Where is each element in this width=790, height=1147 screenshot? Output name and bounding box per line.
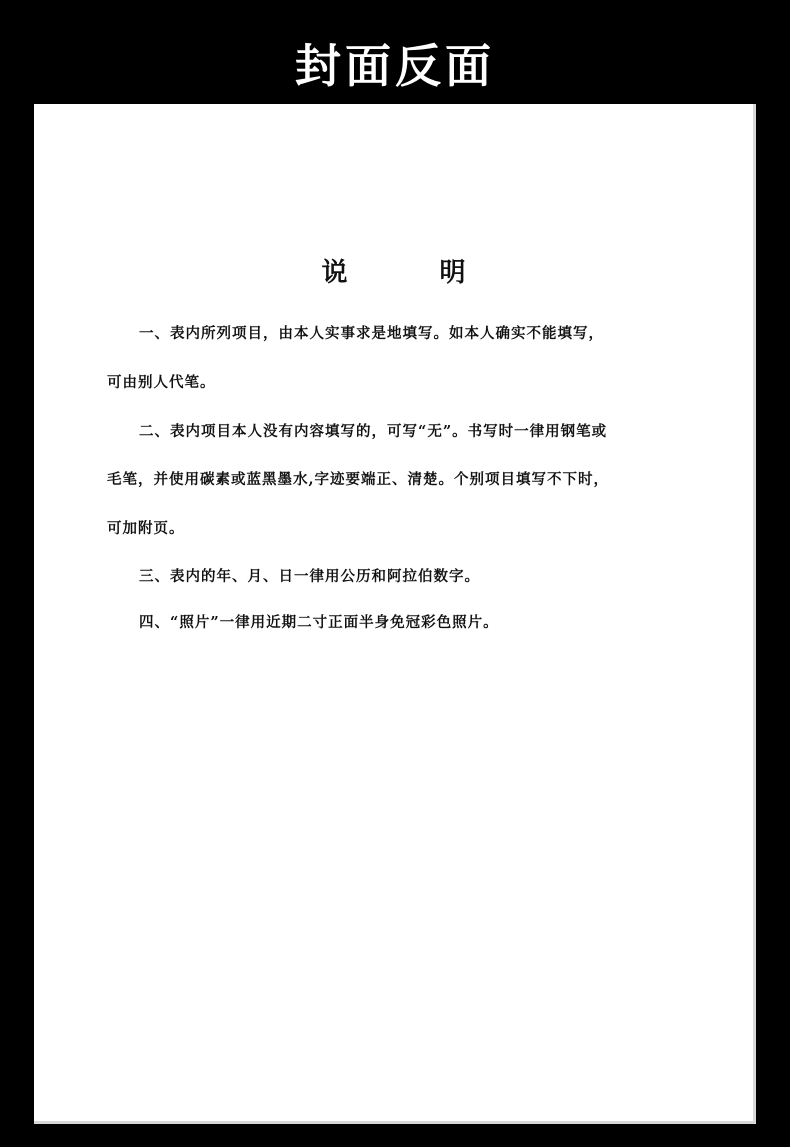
instruction-line-1: 一、表内所列项目，由本人实事求是地填写。如本人确实不能填写， [139, 325, 604, 342]
document-title-right: 明 [439, 258, 466, 288]
page-heading: 封面反面 [295, 39, 495, 93]
instruction-line-4: 毛笔，并使用碳素或蓝黑墨水,字迹要端正、清楚。个别项目填写不下时， [107, 471, 610, 488]
instruction-line-5: 可加附页。 [107, 520, 185, 537]
instruction-line-7: 四、“照片”一律用近期二寸正面半身免冠彩色照片。 [139, 614, 499, 631]
instruction-line-2: 可由别人代笔。 [107, 374, 216, 391]
instruction-line-3: 二、表内项目本人没有内容填写的，可写“无”。书写时一律用钢笔或 [139, 423, 608, 440]
instruction-line-6: 三、表内的年、月、日一律用公历和阿拉伯数字。 [139, 568, 480, 585]
document-title-left: 说 [321, 258, 348, 288]
document-title [34, 252, 753, 289]
document-page [34, 104, 756, 1124]
